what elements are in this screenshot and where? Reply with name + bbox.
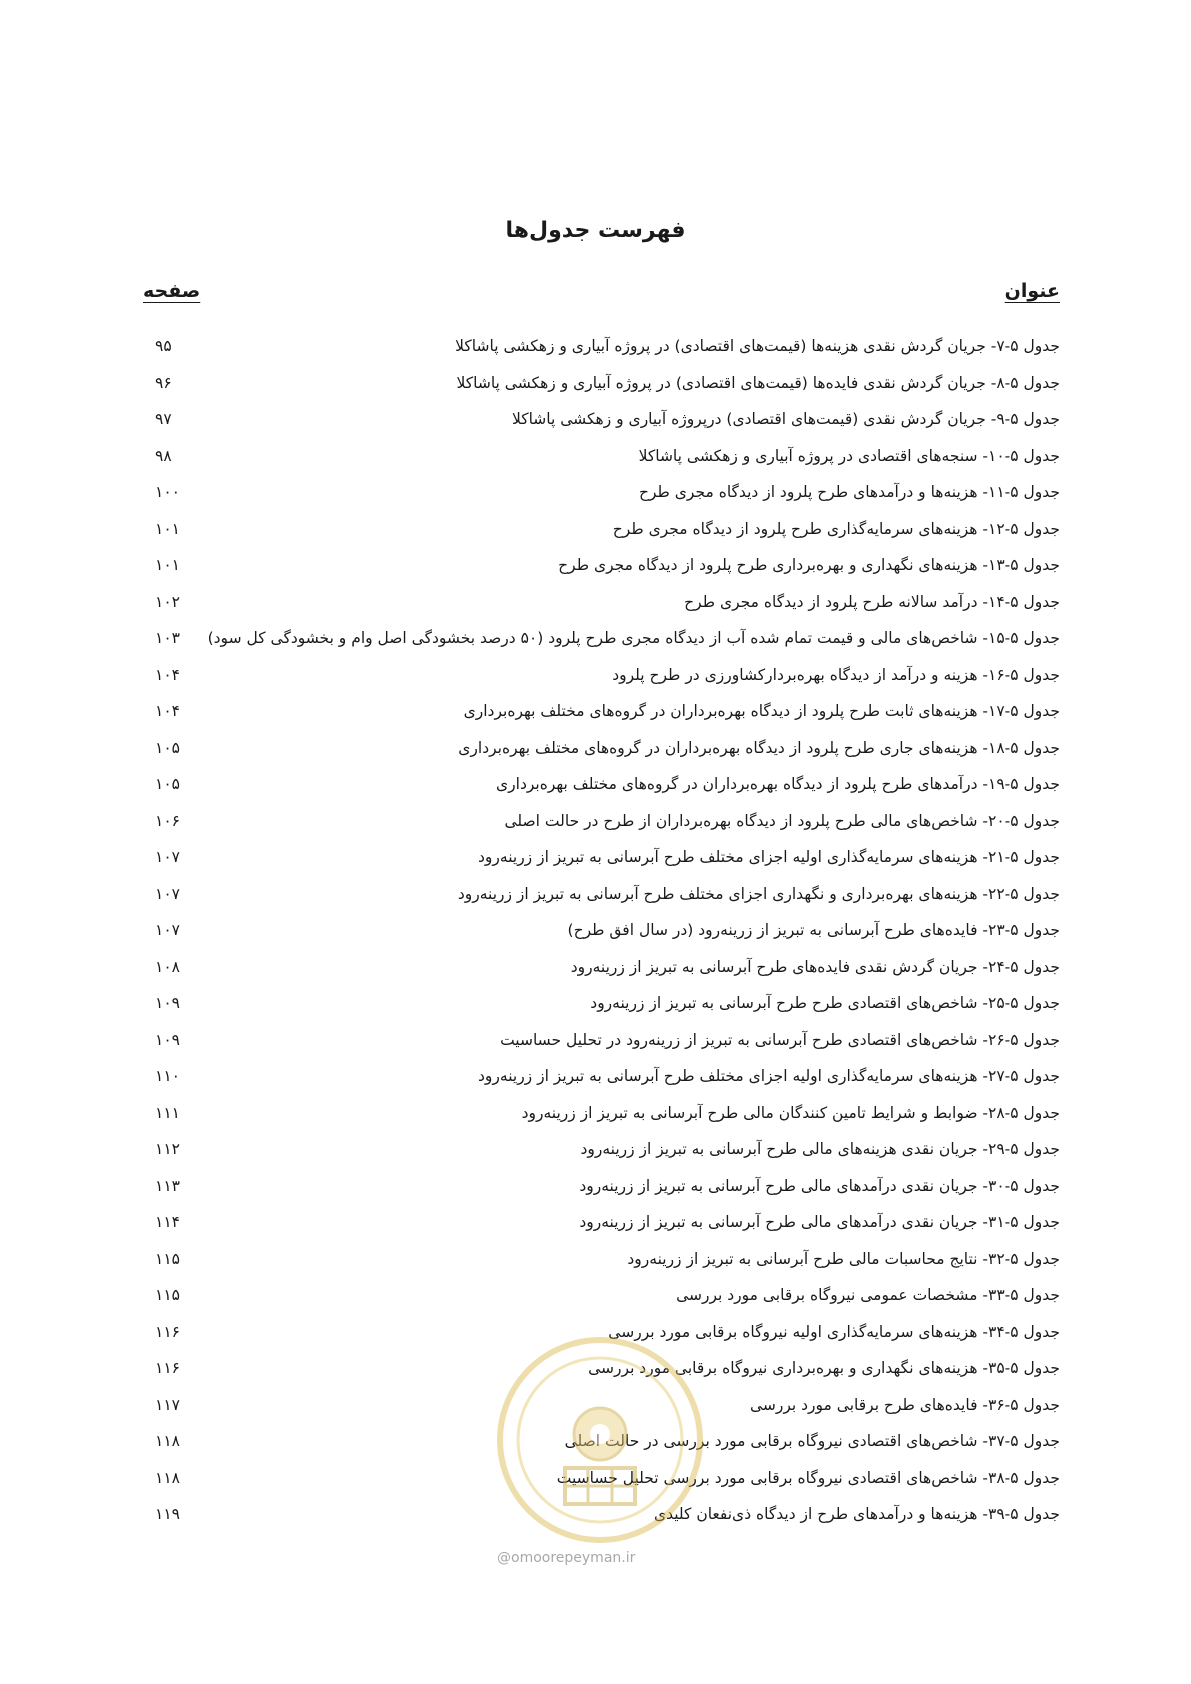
toc-entry <box>143 365 1060 402</box>
entry-title: جدول ۵-۱۳- هزینه‌های نگهداری و بهره‌برداری طرح پلرود از دیدگاه مجری طرح <box>558 556 1060 574</box>
entry-page-number: ۱۱۵ <box>155 1286 180 1304</box>
toc-entry <box>143 1022 1060 1059</box>
entry-title: جدول ۵-۳۴- هزینه‌های سرمایه‌گذاری اولیه نیروگاه برقابی مورد بررسی <box>608 1322 1060 1341</box>
entry-page-number: ۹۵ <box>155 337 172 355</box>
entry-page-number: ۱۱۷ <box>155 1395 180 1414</box>
toc-entry <box>143 328 1060 365</box>
entry-page-number: ۹۶ <box>155 373 172 392</box>
entry-title: جدول ۵-۲۱- هزینه‌های سرمایه‌گذاری اولیه اجزای مختلف طرح آبرسانی به تبریز از زرینه‌رود <box>478 848 1060 866</box>
entry-title: جدول ۵-۲۸- ضوابط و شرایط تامین کنندگان مالی طرح آبرسانی به تبریز از زرینه‌رود <box>521 1103 1060 1122</box>
entry-title: جدول ۵-۳۵- هزینه‌های نگهداری و بهره‌برداری نیروگاه برقابی مورد بررسی <box>588 1359 1060 1377</box>
entry-page-number: ۱۱۴ <box>155 1213 180 1231</box>
toc-header <box>143 280 1060 314</box>
toc-entry <box>143 1095 1060 1132</box>
entry-title: جدول ۵-۱۱- هزینه‌ها و درآمدهای طرح پلرود از دیدگاه مجری طرح <box>638 483 1060 501</box>
entry-title: جدول ۵-۳۶- فایده‌های طرح برقابی مورد بررسی <box>749 1395 1060 1414</box>
toc-entry <box>143 1058 1060 1095</box>
entry-page-number: ۱۰۵ <box>155 775 180 793</box>
entry-page-number: ۹۷ <box>155 410 172 428</box>
entry-page-number: ۱۰۵ <box>155 738 180 757</box>
entry-title: جدول ۵-۲۴- جریان گردش نقدی فایده‌های طرح آبرسانی به تبریز از زرینه‌رود <box>570 957 1060 976</box>
entry-title: جدول ۵-۲۶- شاخص‌های اقتصادی طرح آبرسانی به تبریز از زرینه‌رود در تحلیل حساسیت <box>500 1030 1060 1049</box>
entry-title: جدول ۵-۲۹- جریان نقدی هزینه‌های مالی طرح آبرسانی به تبریز از زرینه‌رود <box>580 1140 1060 1158</box>
entry-page-number: ۱۰۷ <box>155 921 180 939</box>
entry-title: جدول ۵-۲۵- شاخص‌های اقتصادی طرح طرح آبرسانی به تبریز از زرینه‌رود <box>590 994 1060 1012</box>
entry-title: جدول ۵-۱۶- هزینه و درآمد از دیدگاه بهره‌بردارکشاورزی در طرح پلرود <box>612 665 1060 684</box>
toc-entry <box>143 839 1060 876</box>
entry-page-number: ۱۱۲ <box>155 1140 180 1158</box>
toc-entry <box>143 766 1060 803</box>
entry-title: جدول ۵-۱۲- هزینه‌های سرمایه‌گذاری طرح پلرود از دیدگاه مجری طرح <box>612 519 1060 538</box>
toc-entry <box>143 730 1060 767</box>
entry-page-number: ۱۰۴ <box>155 665 180 684</box>
toc-entry <box>143 1423 1060 1460</box>
entry-title: جدول ۵-۲۰- شاخص‌های مالی طرح پلرود از دیدگاه بهره‌برداران از طرح در حالت اصلی <box>504 811 1060 830</box>
entry-title: جدول ۵-۲۲- هزینه‌های بهره‌برداری و نگهداری اجزای مختلف طرح آبرسانی به تبریز از زرینه‌رود <box>457 884 1060 903</box>
page-title: فهرست جدول‌ها <box>505 218 686 243</box>
entry-title: جدول ۵-۱۷- هزینه‌های ثابت طرح پلرود از دیدگاه بهره‌برداران در گروه‌های مختلف بهره‌برداری <box>463 702 1060 720</box>
entry-title: جدول ۵-۱۴- درآمد سالانه طرح پلرود از دیدگاه مجری طرح <box>684 592 1060 611</box>
entry-title: جدول ۵-۱۹- درآمدهای طرح پلرود از دیدگاه بهره‌برداران در گروه‌های مختلف بهره‌برداری <box>496 775 1060 793</box>
table-of-contents-list <box>143 328 1060 1533</box>
entry-page-number: ۱۰۷ <box>155 848 180 866</box>
entry-title: جدول ۵-۳۸- شاخص‌های اقتصادی نیروگاه برقابی مورد بررسی تحلیل حساسیت <box>556 1468 1060 1487</box>
entry-page-number: ۱۰۳ <box>155 629 180 647</box>
entry-title: جدول ۵-۱۸- هزینه‌های جاری طرح پلرود از دیدگاه بهره‌برداران در گروه‌های مختلف بهره‌برداری <box>458 738 1060 757</box>
entry-page-number: ۱۱۶ <box>155 1359 180 1377</box>
entry-title: جدول ۵-۷- جریان گردش نقدی هزینه‌ها (قیمت‌های اقتصادی) در پروژه آبیاری و زهکشی پاشاکلا <box>455 337 1060 355</box>
toc-entry <box>143 474 1060 511</box>
entry-page-number: ۱۱۱ <box>155 1103 180 1122</box>
toc-entry <box>143 511 1060 548</box>
entry-title: جدول ۵-۳۷- شاخص‌های اقتصادی نیروگاه برقابی مورد بررسی در حالت اصلی <box>564 1432 1060 1450</box>
entry-title: جدول ۵-۳۹- هزینه‌ها و درآمدهای طرح از دیدگاه ذی‌نفعان کلیدی <box>653 1505 1060 1523</box>
entry-title: جدول ۵-۸- جریان گردش نقدی فایده‌ها (قیمت‌های اقتصادی) در پروژه آبیاری و زهکشی پاشاکلا <box>456 373 1060 392</box>
entry-page-number: ۹۸ <box>155 446 172 465</box>
toc-entry <box>143 1204 1060 1241</box>
page-column-label: صفحه <box>143 280 201 302</box>
toc-entry <box>143 1387 1060 1424</box>
toc-entry <box>143 985 1060 1022</box>
entry-page-number: ۱۰۸ <box>155 957 180 976</box>
entry-page-number: ۱۱۳ <box>155 1176 180 1195</box>
entry-page-number: ۱۰۹ <box>155 994 180 1012</box>
entry-title: جدول ۵-۳۳- مشخصات عمومی نیروگاه برقابی مورد بررسی <box>676 1286 1060 1304</box>
entry-page-number: ۱۰۶ <box>155 811 180 830</box>
entry-page-number: ۱۰۱ <box>155 519 180 538</box>
entry-title: جدول ۵-۲۷- هزینه‌های سرمایه‌گذاری اولیه اجزای مختلف طرح آبرسانی به تبریز از زرینه‌رود <box>478 1067 1060 1085</box>
toc-entry <box>143 620 1060 657</box>
watermark-url: @omoorepeyman.ir <box>497 1550 636 1566</box>
entry-page-number: ۱۱۶ <box>155 1322 180 1341</box>
entry-page-number: ۱۰۲ <box>155 592 180 611</box>
toc-entry <box>143 1314 1060 1351</box>
entry-title: جدول ۵-۲۳- فایده‌های طرح آبرسانی به تبریز از زرینه‌رود (در سال افق طرح) <box>567 921 1060 939</box>
toc-entry <box>143 401 1060 438</box>
entry-page-number: ۱۱۹ <box>155 1505 180 1523</box>
entry-title: جدول ۵-۳۲- نتایج محاسبات مالی طرح آبرسانی به تبریز از زرینه‌رود <box>627 1249 1060 1268</box>
entry-title: جدول ۵-۳۱- جریان نقدی درآمدهای مالی طرح آبرسانی به تبریز از زرینه‌رود <box>579 1213 1060 1231</box>
toc-entry <box>143 547 1060 584</box>
entry-page-number: ۱۱۵ <box>155 1249 180 1268</box>
entry-page-number: ۱۰۴ <box>155 702 180 720</box>
toc-entry <box>143 876 1060 913</box>
toc-entry <box>143 693 1060 730</box>
entry-page-number: ۱۱۸ <box>155 1468 180 1487</box>
entry-title: جدول ۵-۱۵- شاخص‌های مالی و قیمت تمام شده آب از دیدگاه مجری طرح پلرود (۵۰ درصد بخشودگی اصل وام و بخشودگی کل سود) <box>207 629 1060 647</box>
toc-entry <box>143 438 1060 475</box>
entry-page-number: ۱۰۹ <box>155 1030 180 1049</box>
entry-page-number: ۱۱۰ <box>155 1067 180 1085</box>
toc-entry <box>143 1241 1060 1278</box>
toc-entry <box>143 949 1060 986</box>
entry-title: جدول ۵-۳۰- جریان نقدی درآمدهای مالی طرح آبرسانی به تبریز از زرینه‌رود <box>579 1176 1060 1195</box>
toc-entry <box>143 1168 1060 1205</box>
toc-entry <box>143 912 1060 949</box>
toc-entry <box>143 1460 1060 1497</box>
entry-title: جدول ۵-۱۰- سنجه‌های اقتصادی در پروژه آبیاری و زهکشی پاشاکلا <box>638 446 1060 465</box>
toc-entry <box>143 657 1060 694</box>
toc-entry <box>143 1277 1060 1314</box>
entry-page-number: ۱۰۷ <box>155 884 180 903</box>
title-column-label: عنوان <box>1004 280 1060 302</box>
toc-entry <box>143 803 1060 840</box>
toc-entry <box>143 584 1060 621</box>
entry-page-number: ۱۰۰ <box>155 483 180 501</box>
toc-entry <box>143 1131 1060 1168</box>
entry-page-number: ۱۰۱ <box>155 556 180 574</box>
toc-entry <box>143 1350 1060 1387</box>
entry-title: جدول ۵-۹- جریان گردش نقدی (قیمت‌های اقتصادی) درپروژه آبیاری و زهکشی پاشاکلا <box>511 410 1060 428</box>
toc-entry <box>143 1496 1060 1533</box>
entry-page-number: ۱۱۸ <box>155 1432 180 1450</box>
